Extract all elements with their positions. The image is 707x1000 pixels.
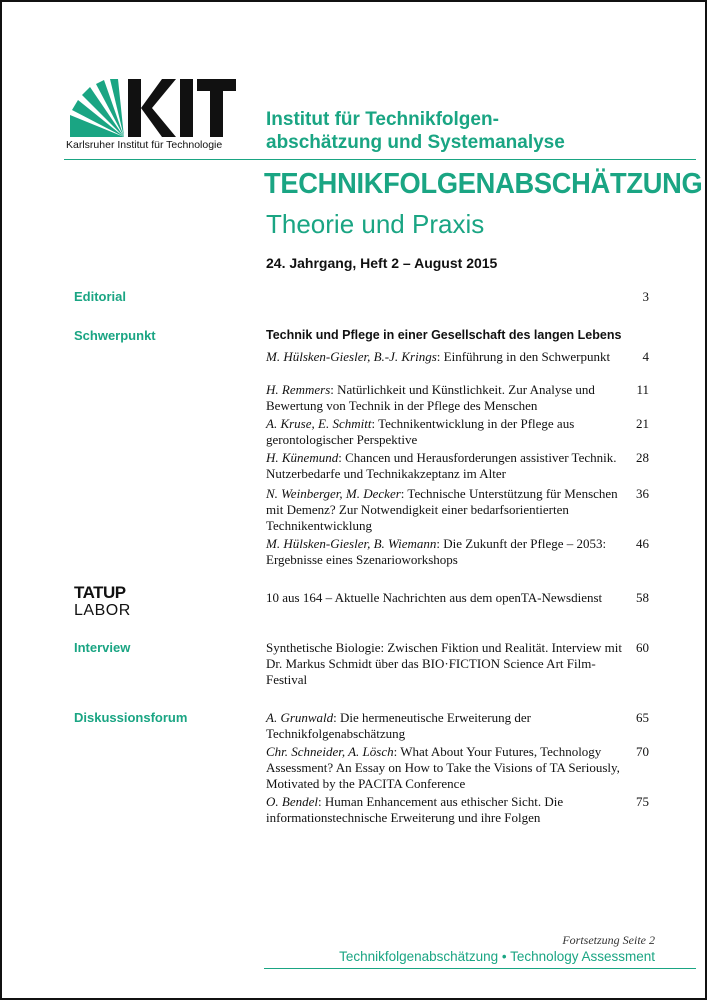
tatup-label: TATUP — [74, 583, 126, 602]
page-number: 4 — [642, 349, 649, 364]
toc-entry[interactable] — [266, 416, 626, 448]
entry-title: : Die hermeneutische Erweiterung der Technikfolgenabschätzung — [266, 710, 531, 741]
toc-entry[interactable] — [266, 349, 626, 365]
journal-subtitle: Theorie und Praxis — [266, 209, 485, 239]
tatup-labor-logo — [74, 584, 131, 620]
entry-title: : Technische Unterstützung für Menschen mit Demenz? Zur Notwendigkeit einer bedarfsorientierten Technikentwicklung — [266, 486, 618, 533]
entry-authors: A. Grunwald — [266, 710, 334, 725]
entry-authors: O. Bendel — [266, 794, 318, 809]
toc-entry[interactable] — [266, 450, 626, 482]
entry-authors: H. Künemund — [266, 450, 339, 465]
entry-authors: M. Hülsken-Giesler, B.-J. Krings — [266, 349, 437, 364]
entry-title: : Technikentwicklung in der Pflege aus gerontologischer Perspektive — [266, 416, 575, 447]
entry-title: : Einführung in den Schwerpunkt — [436, 349, 611, 364]
entry-title: : Natürlichkeit und Künstlichkeit. Zur Analyse und Bewertung von Technik in der Pflege des Menschen — [266, 382, 595, 413]
labor-label: LABOR — [74, 602, 131, 619]
entry-authors: H. Remmers — [266, 382, 331, 397]
entry-title: : Die Zukunft der Pflege – 2053: Ergebnisse eines Szenarioworkshops — [266, 536, 607, 567]
section-diskussionsforum: Diskussionsforum — [74, 710, 188, 725]
issue-info: 24. Jahrgang, Heft 2 – August 2015 — [266, 255, 498, 271]
entry-authors: Chr. Schneider, A. Lösch — [266, 744, 394, 759]
header-divider — [64, 159, 696, 160]
toc-entry[interactable] — [266, 486, 626, 534]
page-number-tatup: 58 — [636, 590, 649, 605]
page-number: 21 — [636, 416, 649, 431]
page-number: 70 — [636, 744, 649, 759]
section-editorial: Editorial — [74, 289, 127, 304]
toc-entry[interactable] — [266, 710, 626, 742]
page-number: 65 — [636, 710, 649, 725]
continued-note: Fortsetzung Seite 2 — [562, 933, 655, 947]
entry-title: : What About Your Futures, Technology Assessment? An Essay on How to Take the Visions of TA Seriously, Motivated by the PACITA Conference — [266, 744, 620, 791]
institute-name — [266, 108, 565, 154]
page-number: 28 — [636, 450, 649, 465]
toc-entry[interactable] — [266, 794, 626, 826]
footer-title: Technikfolgenabschätzung • Technology Assessment — [339, 949, 655, 964]
journal-title: TECHNIKFOLGENABSCHÄTZUNG — [264, 168, 703, 200]
entry-authors: M. Hülsken-Giesler, B. Wiemann — [266, 536, 437, 551]
kit-logo-icon — [66, 79, 236, 137]
entry-title: : Chancen und Herausforderungen assistiver Technik. Nutzerbedarfe und Technikakzeptanz im Alter — [266, 450, 617, 481]
page-number: 36 — [636, 486, 649, 501]
section-interview: Interview — [74, 640, 131, 655]
toc-entry-interview[interactable]: Synthetische Biologie: Zwischen Fiktion und Realität. Interview mit Dr. Markus Schmidt über das BIO·FICTION Science Art Film-Festival — [266, 640, 623, 687]
page-number-editorial: 3 — [642, 289, 649, 304]
toc-entry[interactable] — [266, 744, 626, 792]
footer-divider — [264, 968, 696, 969]
page-number: 11 — [636, 382, 649, 397]
entry-title: : Human Enhancement aus ethischer Sicht. Die informationstechnische Erweiterung und ihre Folgen — [266, 794, 564, 825]
kit-logo-subtitle: Karlsruher Institut für Technologie — [66, 139, 223, 151]
institute-line-1: Institut für Technikfolgen- — [266, 109, 499, 130]
page-number-interview: 60 — [636, 640, 649, 655]
entry-authors: A. Kruse, E. Schmitt — [266, 416, 372, 431]
toc-entry[interactable] — [266, 536, 626, 568]
entry-authors: N. Weinberger, M. Decker — [266, 486, 401, 501]
toc-entry[interactable] — [266, 382, 626, 414]
schwerpunkt-heading: Technik und Pflege in einer Gesellschaft des langen Lebens — [266, 328, 622, 342]
institute-line-2: abschätzung und Systemanalyse — [266, 132, 565, 153]
page-number: 46 — [636, 536, 649, 551]
section-schwerpunkt: Schwerpunkt — [74, 328, 156, 343]
toc-entry-tatup[interactable]: 10 aus 164 – Aktuelle Nachrichten aus dem openTA-Newsdienst — [266, 590, 603, 605]
kit-logo — [66, 79, 236, 155]
page-number: 75 — [636, 794, 649, 809]
